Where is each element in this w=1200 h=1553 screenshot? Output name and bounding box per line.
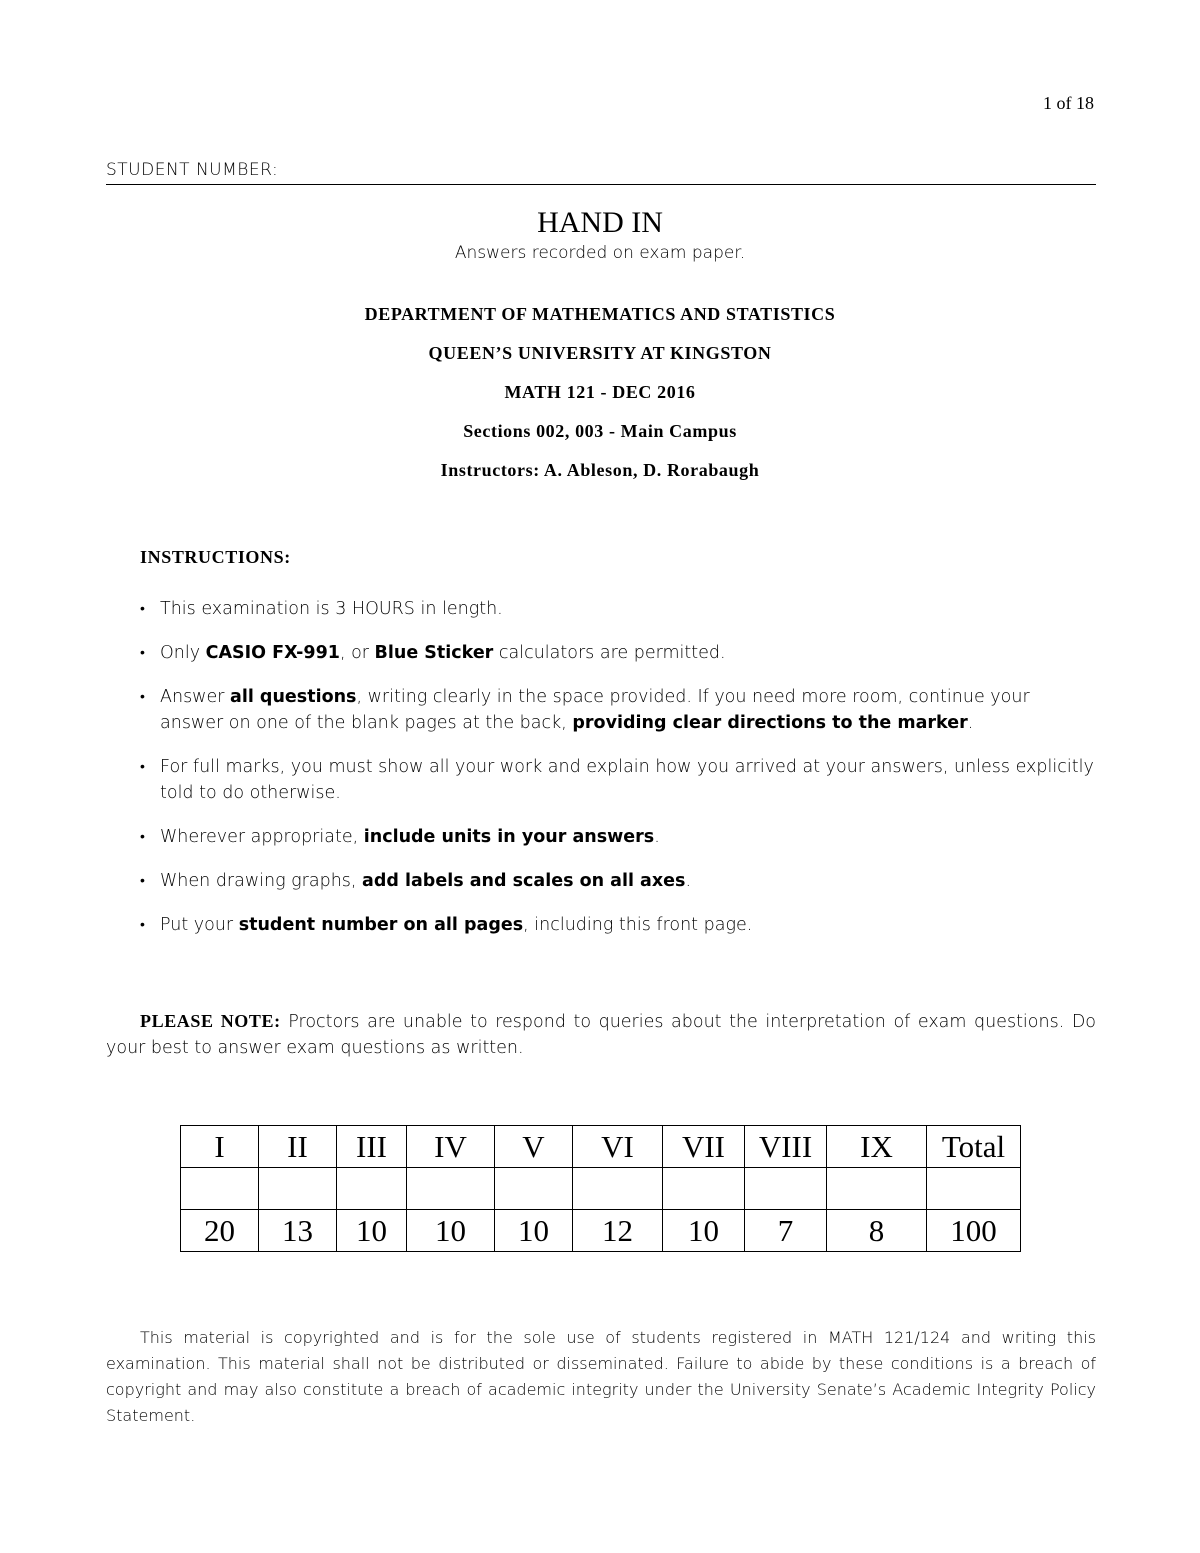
max-mark-cell: 12 (573, 1210, 663, 1252)
instruction-item: • This examination is 3 HOURS in length. (140, 596, 1096, 622)
page-number: 1 of 18 (1043, 93, 1094, 113)
score-cell[interactable] (337, 1168, 407, 1210)
please-note-label: PLEASE NOTE: (140, 1011, 281, 1031)
hand-in-subtitle: Answers recorded on exam paper. (454, 243, 746, 263)
bullet-icon: • (140, 917, 145, 933)
header-cell: I (181, 1126, 259, 1168)
header-cell: IV (407, 1126, 495, 1168)
score-cell[interactable] (573, 1168, 663, 1210)
max-mark-cell: 10 (663, 1210, 745, 1252)
max-mark-cell: 100 (927, 1210, 1021, 1252)
table-max-row (181, 1210, 1021, 1252)
table-header-row (181, 1126, 1021, 1168)
instructions-title: INSTRUCTIONS: (140, 547, 291, 567)
instructions-list (140, 596, 1096, 956)
score-cell[interactable] (495, 1168, 573, 1210)
score-cell[interactable] (407, 1168, 495, 1210)
score-cell[interactable] (745, 1168, 827, 1210)
bullet-icon: • (140, 759, 145, 775)
instructors-line: Instructors: A. Ableson, D. Rorabaugh (440, 460, 760, 480)
max-mark-cell: 7 (745, 1210, 827, 1252)
department-name: DEPARTMENT OF MATHEMATICS AND STATISTICS (364, 304, 836, 324)
score-cell[interactable] (259, 1168, 337, 1210)
header-cell: II (259, 1126, 337, 1168)
instruction-item: • Only CASIO FX-991, or Blue Sticker calculators are permitted. (140, 640, 1096, 666)
instruction-item: • Put your student number on all pages, including this front page. (140, 912, 1096, 938)
bullet-icon: • (140, 689, 145, 705)
please-note (106, 1008, 1096, 1061)
university-name: QUEEN’S UNIVERSITY AT KINGSTON (428, 343, 772, 363)
score-cell[interactable] (827, 1168, 927, 1210)
table-score-row (181, 1168, 1021, 1210)
max-mark-cell: 13 (259, 1210, 337, 1252)
max-mark-cell: 10 (407, 1210, 495, 1252)
bullet-icon: • (140, 645, 145, 661)
score-cell[interactable] (663, 1168, 745, 1210)
instruction-item: • Answer all questions, writing clearly in the space provided. If you need more room, continue your answer on one of the blank pages at the back, providing clear directions to the marker. (140, 684, 1096, 736)
header-cell: VIII (745, 1126, 827, 1168)
instruction-item: • For full marks, you must show all your work and explain how you arrived at your answers, unless explicitly told to do otherwise. (140, 754, 1096, 806)
course-line: MATH 121 - DEC 2016 (504, 382, 696, 402)
bullet-icon: • (140, 601, 145, 617)
max-mark-cell: 10 (495, 1210, 573, 1252)
please-note-text: Proctors are unable to respond to queries about the interpretation of exam questions. Do your best to answer exam questions as written. (106, 1012, 1096, 1058)
instruction-item: • When drawing graphs, add labels and scales on all axes. (140, 868, 1096, 894)
max-mark-cell: 20 (181, 1210, 259, 1252)
marks-table (180, 1125, 1021, 1252)
header-cell: Total (927, 1126, 1021, 1168)
score-cell[interactable] (181, 1168, 259, 1210)
header-cell: IX (827, 1126, 927, 1168)
student-number-line (106, 160, 1096, 185)
score-cell[interactable] (927, 1168, 1021, 1210)
header-cell: V (495, 1126, 573, 1168)
instruction-item: • Wherever appropriate, include units in your answers. (140, 824, 1096, 850)
max-mark-cell: 10 (337, 1210, 407, 1252)
header-cell: VII (663, 1126, 745, 1168)
bullet-icon: • (140, 873, 145, 889)
copyright-notice: This material is copyrighted and is for the sole use of students registered in MATH 121/124 and writing this examination. This material shall not be distributed or disseminated. Failure to abide by these conditions is a breach of copyright and may also constitute a breach of academic integrity under the University Senate’s Academic Integrity Policy Statement. (106, 1328, 1096, 1425)
header-cell: III (337, 1126, 407, 1168)
bullet-icon: • (140, 829, 145, 845)
hand-in-title: HAND IN (537, 206, 663, 239)
header-cell: VI (573, 1126, 663, 1168)
sections-line: Sections 002, 003 - Main Campus (463, 421, 737, 441)
student-number-label: STUDENT NUMBER: (106, 160, 279, 180)
max-mark-cell: 8 (827, 1210, 927, 1252)
